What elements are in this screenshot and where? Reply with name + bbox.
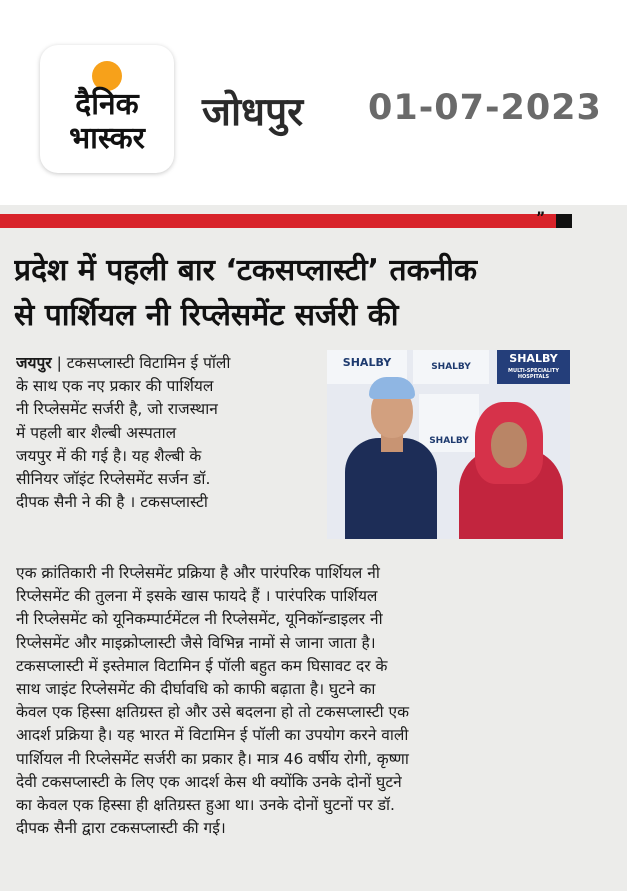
article-line: रिप्लेसमेंट की तुलना में इसके खास फायदे हैं । पारंपरिक पार्शियल	[16, 587, 378, 606]
quote-mark-icon: ”	[536, 210, 546, 226]
article-line: रिप्लेसमेंट और माइक्रोप्लास्टी जैसे विभिन्न नामों से जाना जाता है।	[16, 633, 376, 652]
banner-right-text: SHALBY	[509, 352, 558, 365]
logo-text-line-1: दैनिक	[75, 87, 139, 122]
article-body-full-width	[16, 562, 578, 840]
banner-lower-text: SHALBY	[429, 436, 469, 446]
logo-text-line-2: भास्कर	[69, 121, 145, 156]
article-photo	[327, 350, 570, 539]
article-line: एक क्रांतिकारी नी रिप्लेसमेंट प्रक्रिया है और पारंपरिक पार्शियल नी	[16, 564, 380, 582]
article-headline	[14, 248, 604, 338]
dainik-bhaskar-logo[interactable]	[40, 45, 174, 173]
patient-face	[491, 422, 527, 468]
headline-line-1: प्रदेश में पहली बार ‘टकसप्लास्टी’ तकनीक	[14, 253, 478, 288]
article-line: जयपुर में की गई है। यह शैल्बी के	[16, 446, 202, 465]
article-line: के साथ एक नए प्रकार की पार्शियल	[16, 377, 214, 396]
first-line-text: | टकसप्लास्टी विटामिन ई पॉली	[51, 354, 231, 372]
article-line: केवल एक हिस्सा क्षतिग्रस्त हो और उसे बदलना हो तो टकसप्लास्टी एक	[16, 703, 410, 722]
article-line: दीपक सैनी द्वारा टकसप्लास्टी की गई।	[16, 819, 226, 838]
article-line: दीपक सैनी ने की है । टकसप्लास्टी	[16, 493, 208, 512]
article-line: का केवल एक हिस्सा ही क्षतिग्रस्त हुआ था। उनके दोनों घुटनों पर डॉ.	[16, 796, 395, 815]
banner-mid-text: SHALBY	[431, 362, 471, 372]
article-line: सीनियर जॉइंट रिप्लेसमेंट सर्जन डॉ.	[16, 470, 211, 489]
edition-date: 01-07-2023	[368, 88, 602, 128]
article-line: में पहली बार शैल्बी अस्पताल	[16, 423, 177, 442]
dateline: जयपुर	[16, 354, 52, 372]
edition-city: जोधपुर	[202, 90, 304, 135]
article-line: नी रिप्लेसमेंट सर्जरी है, जो राजस्थान	[16, 400, 218, 419]
section-rule	[0, 214, 572, 228]
banner-right-subtext: MULTI-SPECIALITY HOSPITALS	[508, 368, 559, 380]
article-line: देवी टकसप्लास्टी के लिए एक आदर्श केस थी क्योंकि उनके दोनों घुटने	[16, 772, 402, 791]
article-line: साथ जाइंट रिप्लेसमेंट की दीर्घावधि को काफी बढ़ाता है। घुटने का	[16, 680, 376, 699]
article-line: नी रिप्लेसमेंट को यूनिकम्पार्टमेंटल नी रिप्लेसमेंट, यूनिकॉन्डाइलर नी	[16, 610, 383, 629]
article-first-line	[16, 352, 324, 375]
article-line: पार्शियल नी रिप्लेसमेंट सर्जरी का प्रकार है। मात्र 46 वर्षीय रोगी, कृष्णा	[16, 749, 409, 768]
surgical-cap	[369, 377, 415, 399]
app-header	[0, 0, 627, 205]
banner-left-text: SHALBY	[342, 356, 392, 369]
section-rule-cap	[556, 214, 572, 228]
article-line: आदर्श प्रक्रिया है। यह भारत में विटामिन ई पॉली का उपयोग करने वाली	[16, 726, 409, 745]
headline-line-2: से पार्शियल नी रिप्लेसमेंट सर्जरी की	[14, 298, 399, 333]
article-line: टकसप्लास्टी में इस्तेमाल विटामिन ई पॉली बहुत कम घिसावट दर के	[16, 656, 388, 675]
article-body-column	[16, 352, 324, 514]
doctor-figure	[345, 438, 437, 539]
